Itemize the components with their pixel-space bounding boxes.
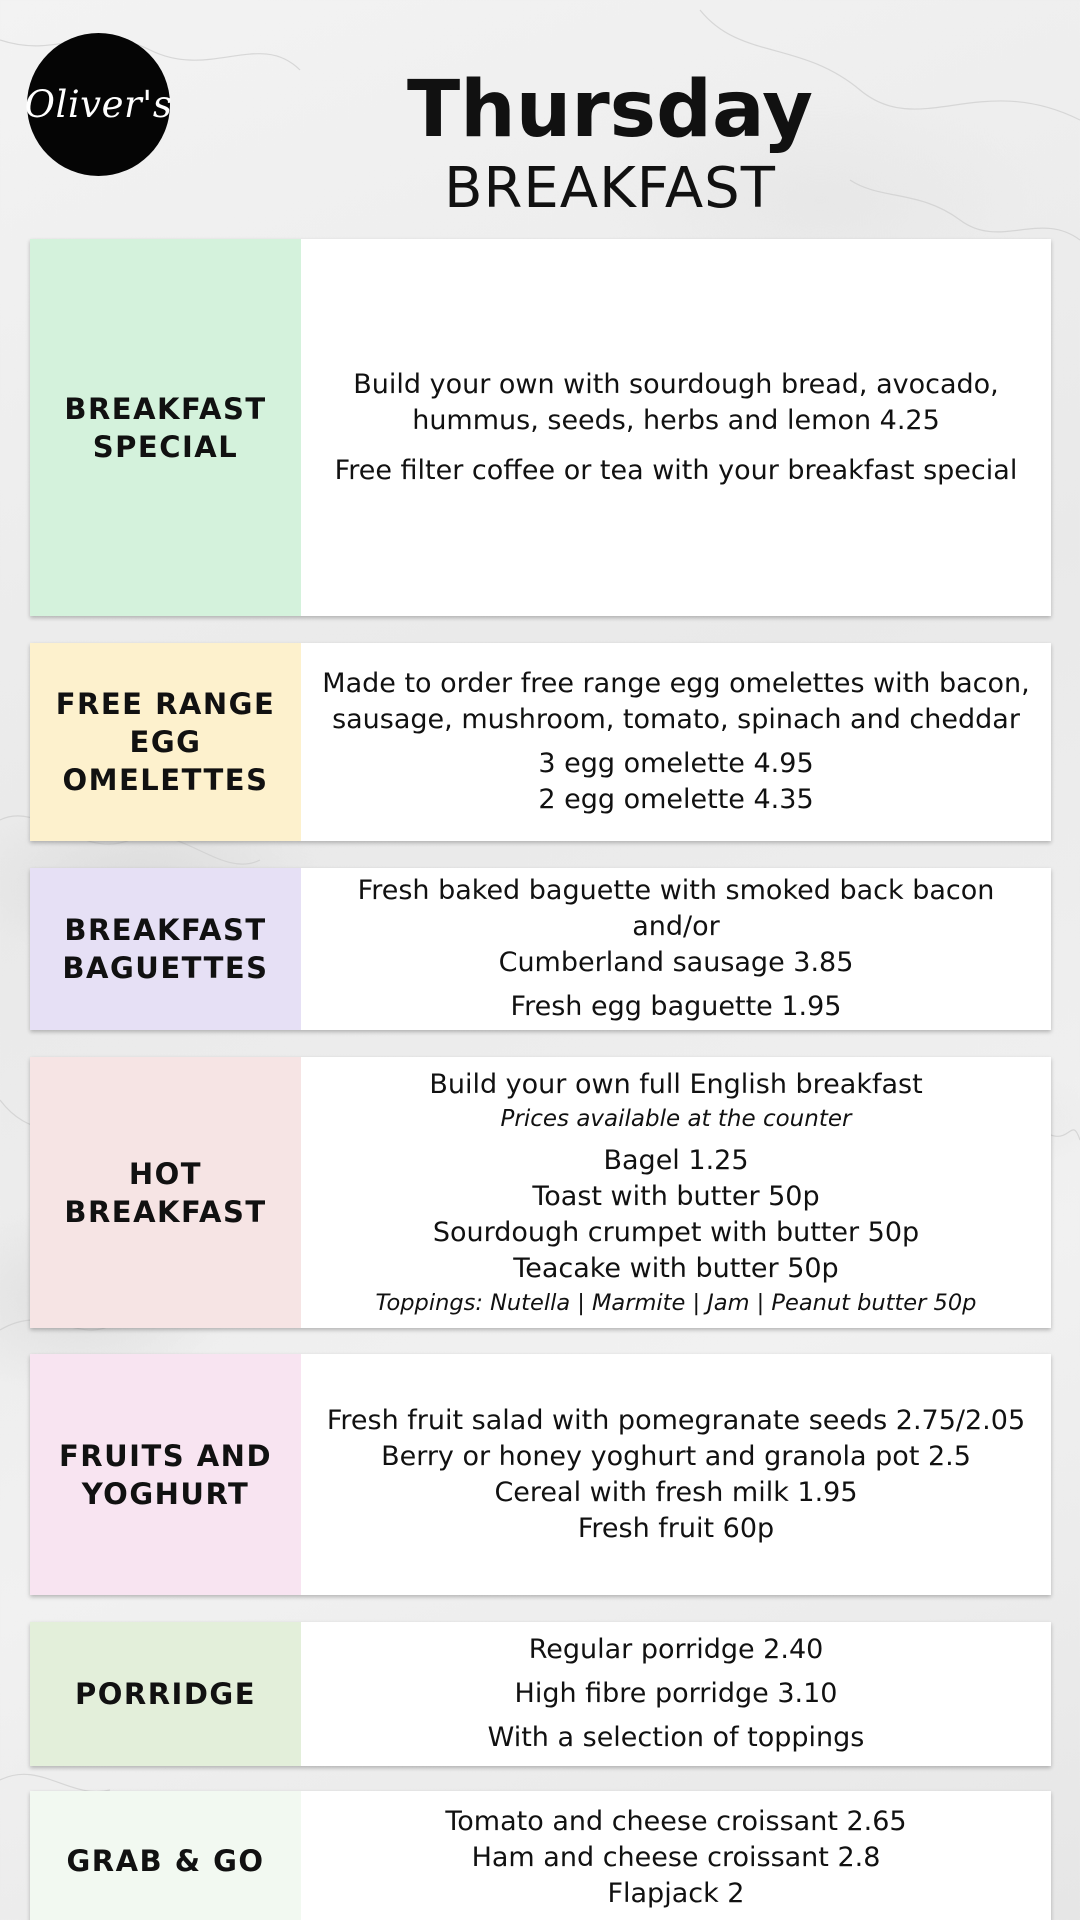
category-label	[30, 868, 301, 1030]
category-line: HOT	[128, 1156, 203, 1191]
menu-section-fruits-yoghurt	[30, 1354, 1051, 1595]
category-label	[30, 1057, 301, 1328]
category-line: PORRIDGE	[74, 1677, 257, 1711]
menu-item: Berry or honey yoghurt and granola pot 2.5	[381, 1440, 971, 1472]
menu-section-baguettes	[30, 868, 1051, 1030]
menu-section-porridge	[30, 1622, 1051, 1766]
menu-section-hot-breakfast	[30, 1057, 1051, 1328]
menu-item: Build your own with sourdough bread, avocado,	[353, 368, 999, 400]
menu-item: Fresh fruit 60p	[577, 1512, 775, 1544]
menu-item: hummus, seeds, herbs and lemon 4.25	[412, 404, 940, 436]
menu-item: Sourdough crumpet with butter 50p	[432, 1216, 920, 1248]
menu-item: Fresh baked baguette with smoked back bacon and/or	[357, 875, 995, 942]
menu-item: sausage, mushroom, tomato, spinach and cheddar	[332, 704, 1020, 735]
oliver-logo	[24, 33, 173, 176]
item-list	[301, 1622, 1051, 1766]
menu-item: Cereal with fresh milk 1.95	[494, 1476, 858, 1508]
menu-item: 2 egg omelette 4.35	[538, 784, 814, 815]
item-list	[301, 1057, 1051, 1328]
menu-item: 3 egg omelette 4.95	[538, 748, 814, 779]
menu-item: Fresh egg baguette 1.95	[510, 991, 842, 1022]
item-list	[301, 643, 1051, 841]
menu-item: Made to order free range egg omelettes with bacon,	[322, 668, 1030, 699]
menu-item: Free filter coffee or tea with your breakfast special	[334, 454, 1018, 486]
category-line: BREAKFAST	[64, 1194, 267, 1229]
menu-item: Cumberland sausage 3.85	[498, 947, 854, 978]
category-label	[30, 239, 301, 616]
item-list	[301, 868, 1051, 1030]
category-line: GRAB & GO	[66, 1844, 265, 1878]
meal-subtitle: BREAKFAST	[444, 156, 776, 221]
category-label	[30, 1791, 301, 1920]
menu-item: High fibre porridge 3.10	[514, 1678, 838, 1709]
category-line: FRUITS AND	[58, 1438, 273, 1473]
menu-item: Fresh fruit salad with pomegranate seeds 2.75/2.05	[326, 1404, 1026, 1436]
menu-item: Toast with butter 50p	[532, 1180, 820, 1212]
menu-item: Teacake with butter 50p	[513, 1252, 839, 1284]
menu-item: Regular porridge 2.40	[528, 1634, 824, 1665]
menu-section-omelettes	[30, 643, 1051, 841]
menu-item: Bagel 1.25	[603, 1144, 749, 1176]
menu-item: Flapjack 2	[607, 1878, 745, 1909]
category-line: OMELETTES	[62, 763, 269, 797]
menu-item: Build your own full English breakfast	[429, 1068, 923, 1100]
item-list	[301, 1791, 1051, 1920]
menu-item: Tomato and cheese croissant 2.65	[445, 1806, 907, 1837]
menu-note: Toppings: Nutella | Marmite | Jam | Peanut butter 50p	[375, 1289, 977, 1316]
item-list	[301, 1354, 1051, 1595]
category-line: SPECIAL	[92, 429, 239, 464]
menu-item: With a selection of toppings	[487, 1722, 865, 1753]
item-list	[301, 239, 1051, 616]
day-title: Thursday	[406, 65, 814, 155]
category-line: EGG	[129, 725, 202, 759]
category-label	[30, 643, 301, 841]
category-line: BREAKFAST	[64, 913, 267, 947]
category-line: BREAKFAST	[64, 391, 267, 426]
menu-note: Prices available at the counter	[500, 1105, 852, 1132]
menu-item: Ham and cheese croissant 2.8	[471, 1842, 881, 1873]
category-line: BAGUETTES	[62, 951, 269, 985]
logo-text: Oliver's	[24, 83, 173, 126]
menu-section-grab-and-go	[30, 1791, 1051, 1920]
category-line: YOGHURT	[81, 1476, 250, 1511]
category-label	[30, 1354, 301, 1595]
category-line: FREE RANGE	[55, 687, 276, 721]
category-label	[30, 1622, 301, 1766]
menu-section-breakfast-special	[30, 239, 1051, 616]
